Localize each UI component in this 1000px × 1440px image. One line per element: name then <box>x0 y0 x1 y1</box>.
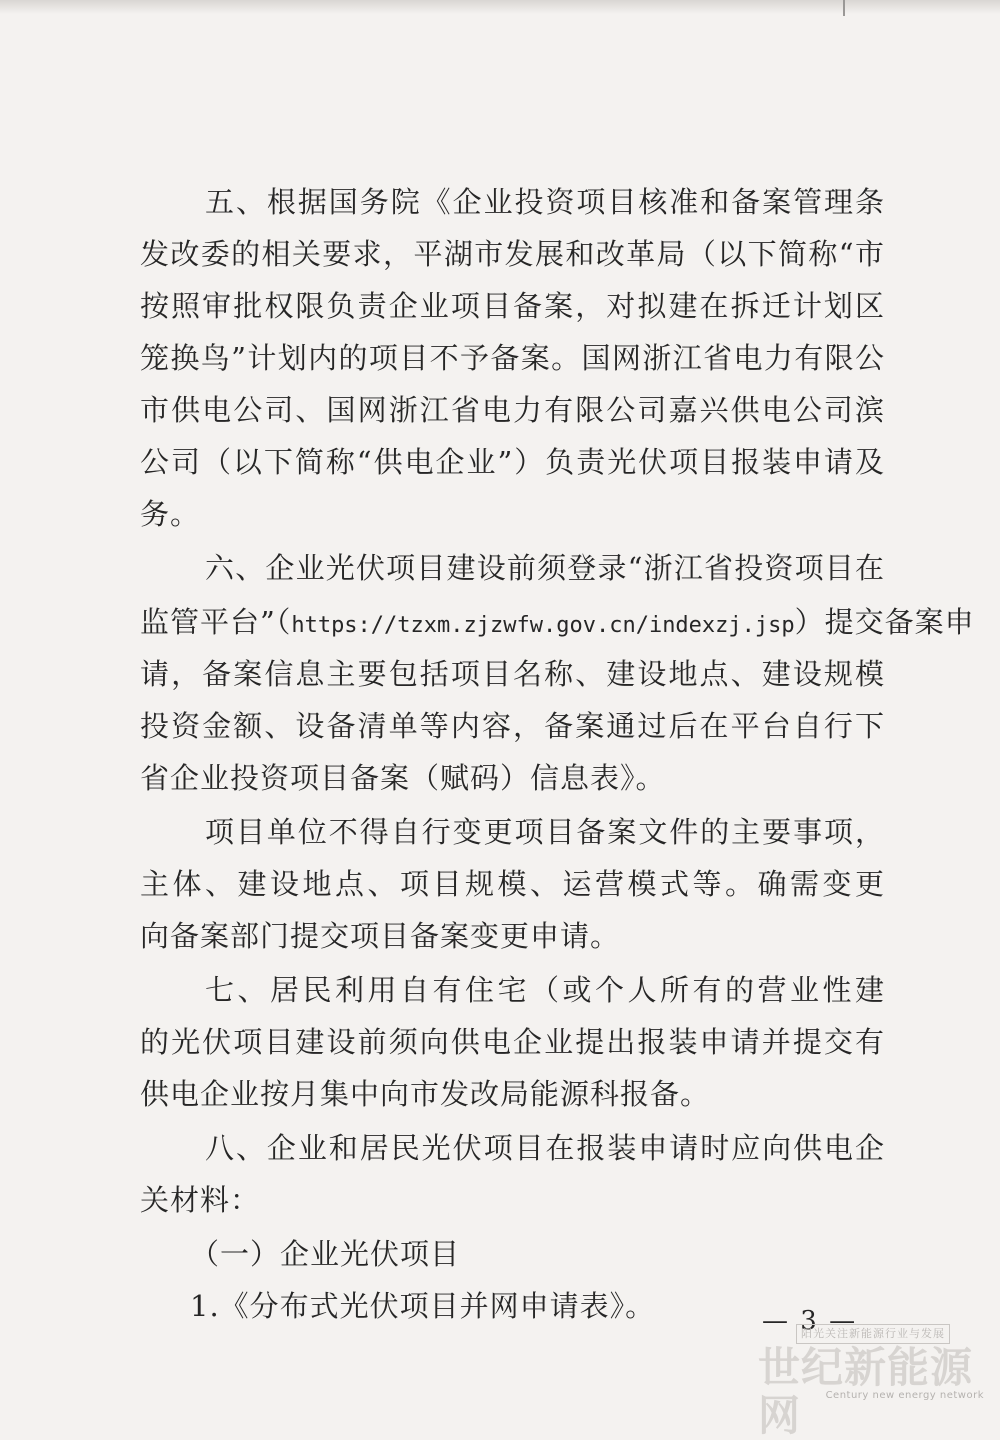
text-line: 关材料： <box>140 1183 261 1217</box>
watermark-logo-text: 世纪新能源网 <box>758 1343 974 1440</box>
watermark-subtitle: Century new energy network <box>825 1390 984 1401</box>
text-line: 项目单位不得自行变更项目备案文件的主要事项， <box>205 815 885 849</box>
text-line: 八、企业和居民光伏项目在报装申请时应向供电企 <box>205 1131 885 1165</box>
watermark-tagline: 阳光关注新能源行业与发展 <box>796 1324 950 1344</box>
list-item: 1.《分布式光伏项目并网申请表》。 <box>190 1289 656 1323</box>
text-line: 的光伏项目建设前须向供电企业提出报装申请并提交有 <box>140 1025 885 1059</box>
text-line: 按照审批权限负责企业项目备案，对拟建在拆迁计划区 <box>140 289 885 323</box>
text-line: 发改委的相关要求，平湖市发展和改革局（以下简称“市 <box>140 237 885 271</box>
text-line: 省企业投资项目备案（赋码）信息表》。 <box>140 761 666 795</box>
text-line: 主体、建设地点、项目规模、运营模式等。确需变更 <box>140 867 885 901</box>
url-text: https://tzxm.zjzwfw.gov.cn/indexzj.jsp <box>291 613 795 638</box>
text-line: 投资金额、设备清单等内容，备案通过后在平台自行下 <box>140 709 885 743</box>
page-number: — 3 — <box>762 1306 858 1336</box>
watermark-logo <box>758 1324 988 1440</box>
text-segment: ）提交备案申 <box>794 605 975 639</box>
text-line: 向备案部门提交项目备案变更申请。 <box>140 919 621 953</box>
text-segment: 监管平台”（ <box>140 605 292 639</box>
subheading: （一）企业光伏项目 <box>190 1237 461 1271</box>
scan-mark <box>843 0 845 16</box>
text-line: 笼换鸟”计划内的项目不予备案。国网浙江省电力有限公 <box>140 341 885 375</box>
text-line <box>140 604 975 644</box>
scan-top-edge <box>0 0 1000 14</box>
text-line: 供电企业按月集中向市发改局能源科报备。 <box>140 1077 711 1111</box>
text-line: 市供电公司、国网浙江省电力有限公司嘉兴供电公司滨 <box>140 393 885 427</box>
text-line: 务。 <box>140 497 201 531</box>
text-line: 公司（以下简称“供电企业”）负责光伏项目报装申请及 <box>140 445 885 479</box>
text-line: 六、企业光伏项目建设前须登录“浙江省投资项目在 <box>205 551 885 585</box>
text-line: 请，备案信息主要包括项目名称、建设地点、建设规模 <box>140 657 885 691</box>
text-line: 七、居民利用自有住宅（或个人所有的营业性建 <box>205 973 885 1007</box>
text-line: 五、根据国务院《企业投资项目核准和备案管理条 <box>205 185 885 219</box>
